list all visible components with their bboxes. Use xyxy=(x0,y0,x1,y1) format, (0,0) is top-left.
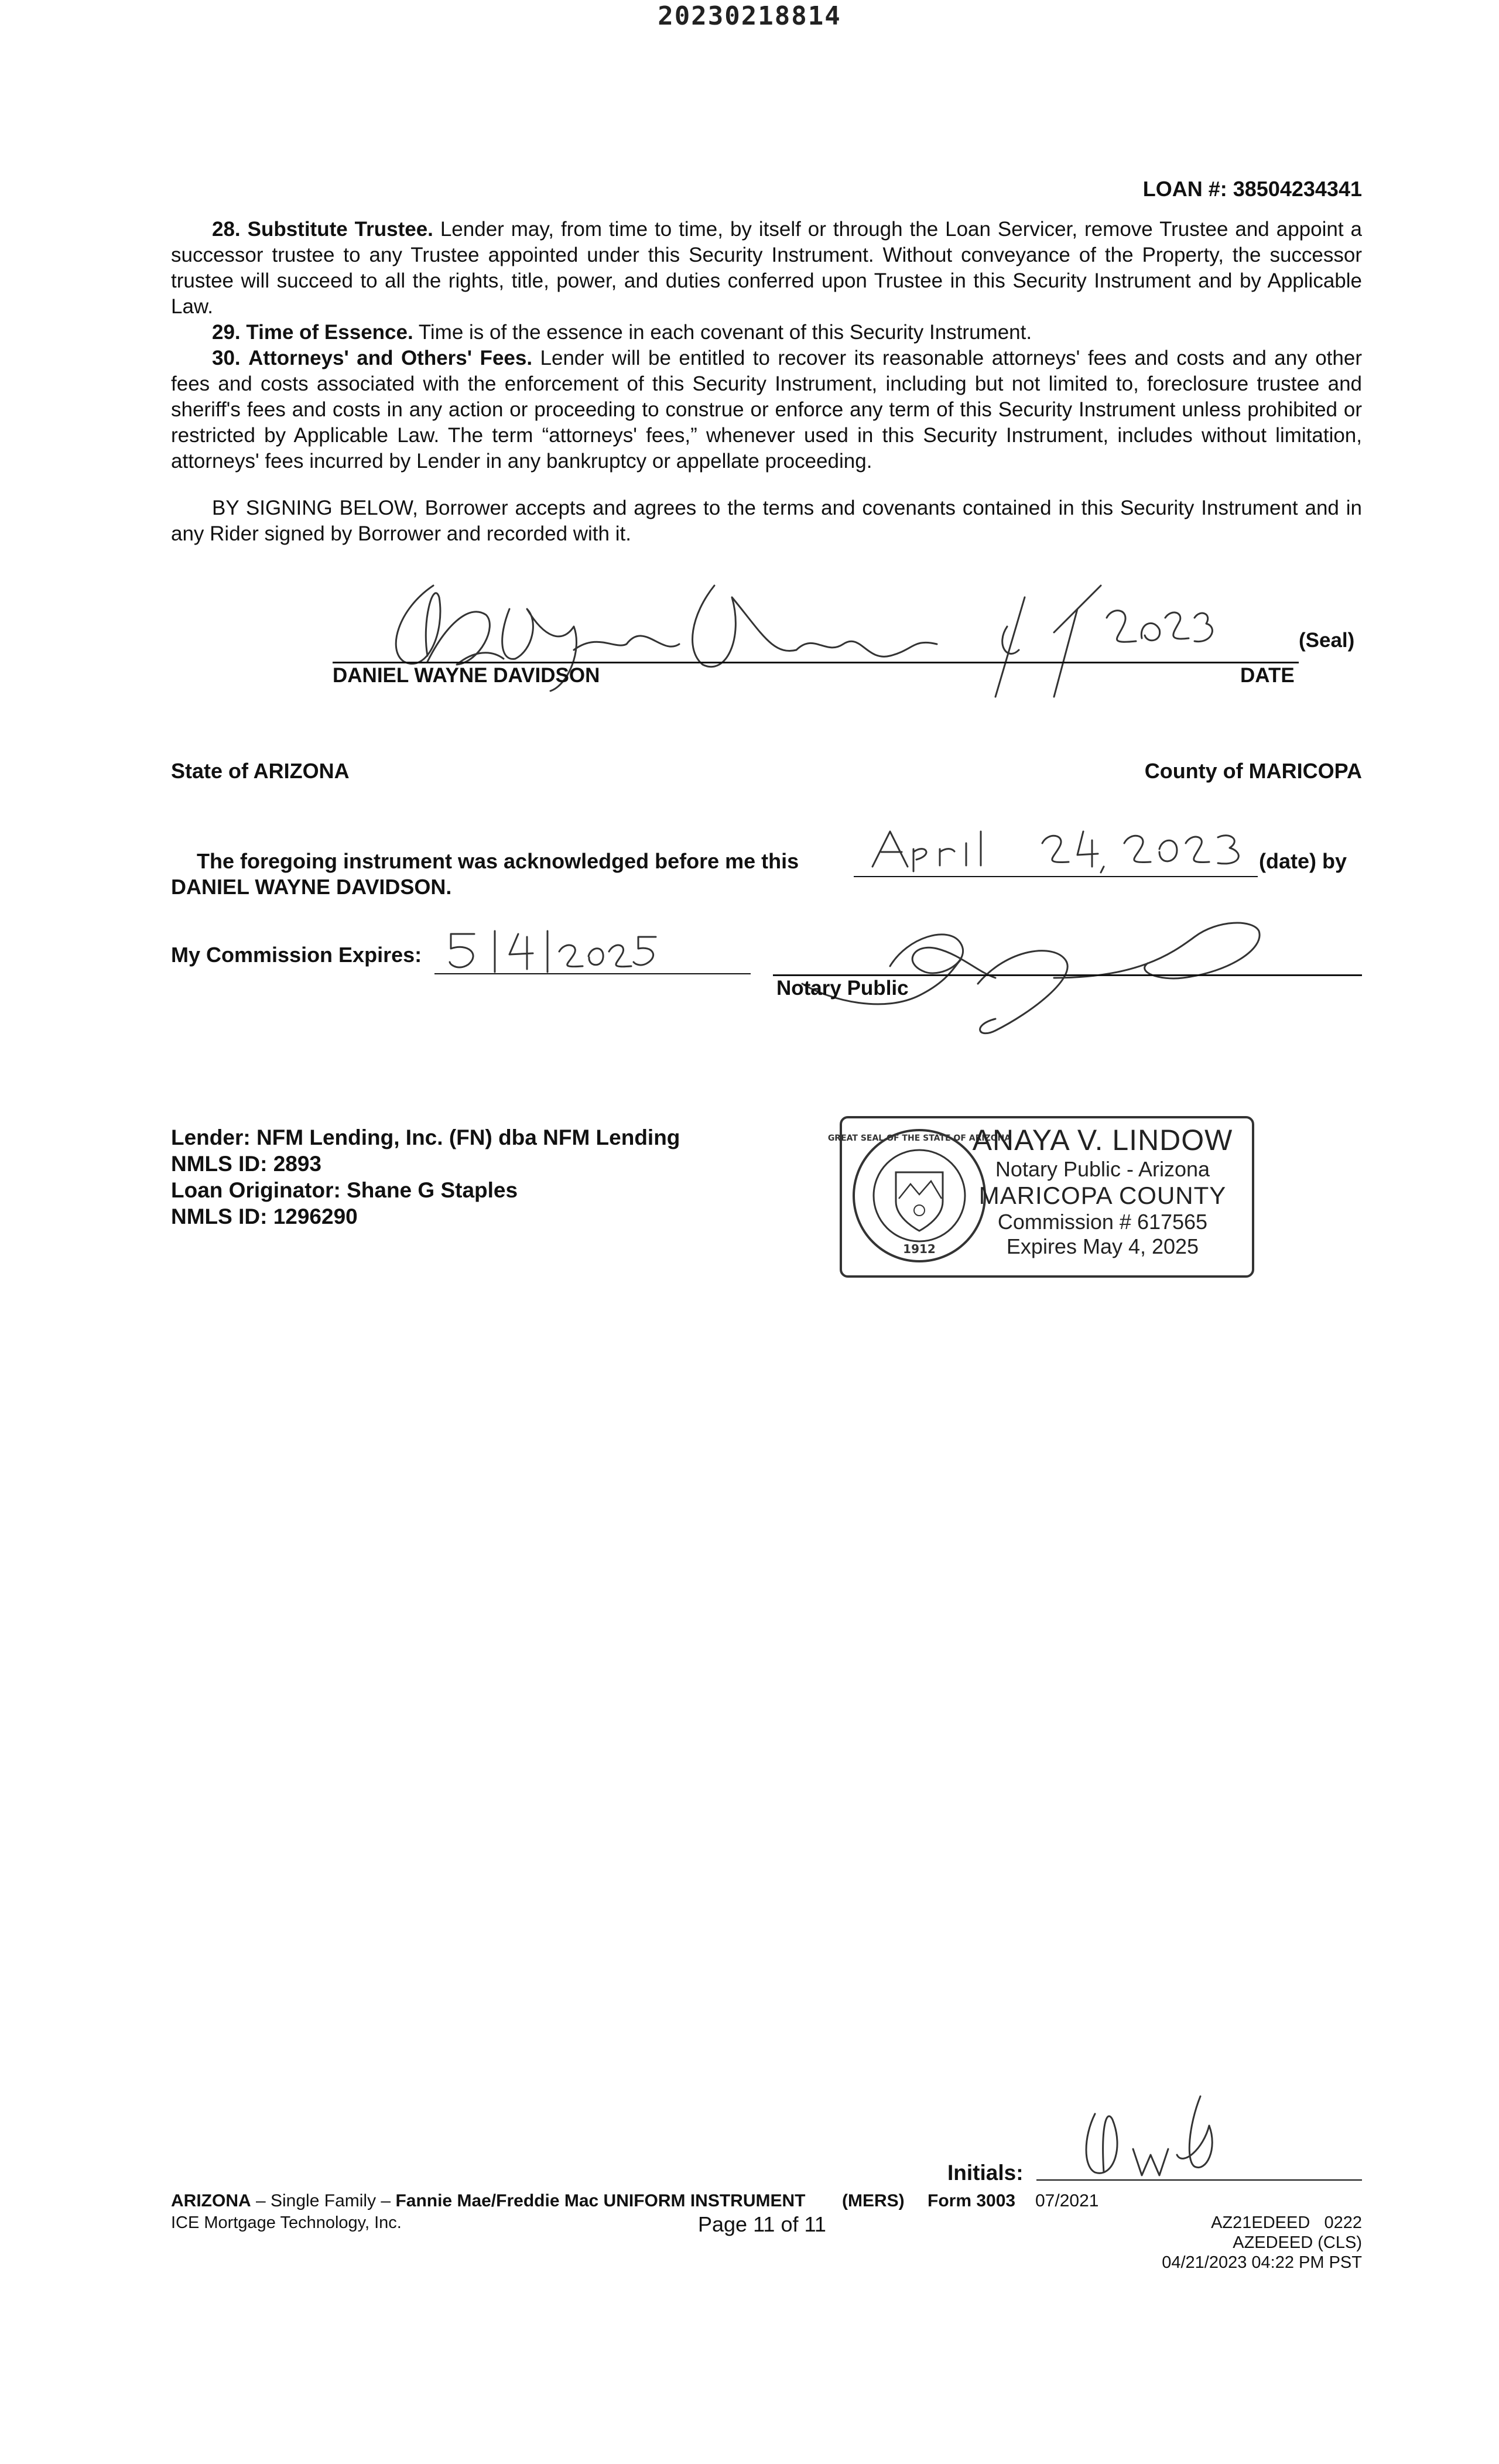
signing-statement xyxy=(171,495,1362,547)
stamp-expires: Expires May 4, 2025 xyxy=(1006,1234,1199,1258)
borrower-signature-line xyxy=(333,662,1299,663)
commission-expires-handwritten xyxy=(445,928,679,975)
notary-county: County of MARICOPA xyxy=(1144,759,1362,783)
section-text: Lender will be entitled to recover its reasonable attorneys' fees and costs and any other fees and costs associated with the enforcement of this Security Instrument, including but not limited to, foreclosure trustee and sheriff's fees and costs in any action or proceeding to construe or enforce any term of this Security Instrument unless prohibited or restricted by Applicable Law. The term “attorneys' fees,” whenever used in this Security Instrument, includes without limitation, attorneys' fees incurred by Lender in any bankruptcy or appellate proceeding. xyxy=(171,347,1362,473)
notary-signature-line xyxy=(773,974,1362,976)
form-desc-bold: Fannie Mae/Freddie Mac UNIFORM INSTRUMENT xyxy=(395,2191,806,2210)
notary-public-label: Notary Public xyxy=(776,977,909,1000)
originator-nmls: NMLS ID: 1296290 xyxy=(171,1204,358,1228)
stamp-notary-name: ANAYA V. LINDOW xyxy=(972,1124,1233,1156)
notary-state: State of ARIZONA xyxy=(171,759,350,783)
section-29 xyxy=(171,320,1362,345)
commission-expires-line xyxy=(434,973,751,974)
section-number: 29. xyxy=(212,321,241,344)
notary-stamp xyxy=(827,1116,1254,1278)
stamp-commission: Commission # 617565 xyxy=(997,1210,1208,1234)
section-title: Attorneys' and Others' Fees. xyxy=(248,347,533,369)
section-title: Time of Essence. xyxy=(246,321,413,344)
seal-label: (Seal) xyxy=(1299,629,1355,652)
lender-nmls: NMLS ID: 2893 xyxy=(171,1152,322,1176)
acknowledgment-date-line xyxy=(854,876,1258,877)
stamp-title: Notary Public - Arizona xyxy=(995,1157,1210,1181)
lender-block xyxy=(171,1124,680,1230)
initials-label: Initials: xyxy=(947,2161,1024,2185)
form-number: Form 3003 xyxy=(928,2191,1016,2210)
form-state: ARIZONA xyxy=(171,2191,251,2210)
form-timestamp: 04/21/2023 04:22 PM PST xyxy=(1162,2253,1362,2272)
section-number: 30. xyxy=(212,347,241,369)
section-text: Lender may, from time to time, by itself or through the Loan Servicer, remove Trustee and appoint a successor trustee to any Trustee appointed under this Security Instrument. Without conveyance of the Property, the successor trustee will succeed to all the rights, title, power, and duties conferred upon Trustee in this Security Instrument and by Applicable Law. xyxy=(171,218,1362,318)
vendor-name: ICE Mortgage Technology, Inc. xyxy=(171,2213,402,2232)
signing-statement-text: BY SIGNING BELOW, Borrower accepts and agrees to the terms and covenants contained in this Security Instrument and in any Rider signed by Borrower and recorded with it. xyxy=(171,497,1362,545)
page-number: Page 11 of 11 xyxy=(698,2212,826,2236)
seal-text: GREAT SEAL OF THE STATE OF ARIZONA xyxy=(827,1134,1011,1143)
form-date: 07/2021 xyxy=(1035,2191,1099,2210)
stamp-county: MARICOPA COUNTY xyxy=(978,1182,1227,1209)
stamp-text-block xyxy=(959,1123,1246,1259)
form-code-2: AZEDEED (CLS) xyxy=(1233,2233,1362,2252)
loan-number: LOAN #: 38504234341 xyxy=(1142,177,1362,201)
initials-handwritten xyxy=(1077,2090,1230,2190)
section-title: Substitute Trustee. xyxy=(247,218,433,241)
acknowledgment-suffix: (date) by xyxy=(1259,849,1347,873)
covenant-sections xyxy=(171,217,1362,474)
section-28 xyxy=(171,217,1362,320)
acknowledgment-prefix: The foregoing instrument was acknowledged before me this xyxy=(197,849,799,873)
borrower-name: DANIEL WAYNE DAVIDSON xyxy=(333,664,600,687)
lender-name: Lender: NFM Lending, Inc. (FN) dba NFM Lending xyxy=(171,1125,680,1149)
section-30 xyxy=(171,345,1362,474)
commission-expires-label: My Commission Expires: xyxy=(171,943,422,967)
form-description xyxy=(171,2191,806,2211)
seal-year: 1912 xyxy=(903,1242,936,1256)
form-desc-text: – Single Family – xyxy=(251,2191,396,2210)
initials-line xyxy=(1036,2179,1362,2181)
document-number: 20230218814 xyxy=(658,1,841,31)
form-code-1: AZ21EDEED 0222 xyxy=(1211,2213,1362,2232)
acknowledgment-date-handwritten xyxy=(867,826,1253,872)
section-number: 28. xyxy=(212,218,241,241)
loan-originator: Loan Originator: Shane G Staples xyxy=(171,1178,518,1202)
date-label: DATE xyxy=(1240,664,1295,687)
acknowledged-name: DANIEL WAYNE DAVIDSON. xyxy=(171,875,452,899)
section-text: Time is of the essence in each covenant of this Security Instrument. xyxy=(413,321,1032,344)
form-mers: (MERS) xyxy=(842,2191,905,2210)
